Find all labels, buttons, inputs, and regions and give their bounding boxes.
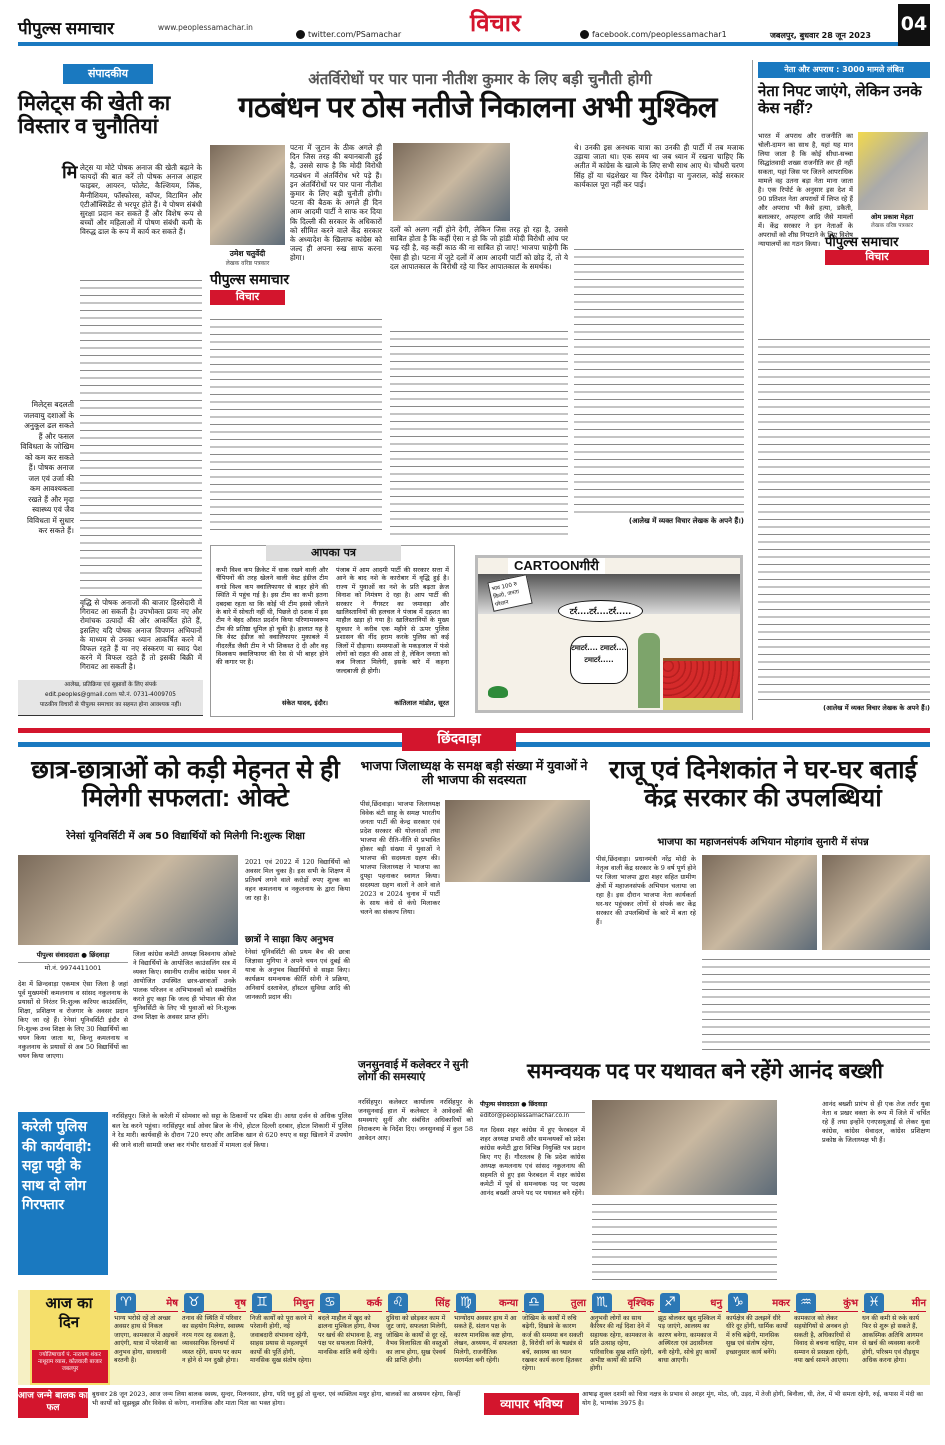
tomato-stall bbox=[663, 658, 743, 698]
right-text-fill bbox=[758, 335, 930, 700]
story3-photo-2 bbox=[822, 855, 930, 950]
facebook-handle: facebook.com/peoplessamachar1 bbox=[592, 30, 727, 39]
letters-box bbox=[210, 545, 455, 717]
zodiac-sign bbox=[590, 1290, 654, 1385]
story1-subhead-2: छात्रों ने साझा किए अनुभव bbox=[245, 935, 334, 945]
story1-photo bbox=[18, 855, 238, 945]
zodiac-prediction: जोखिम के कार्यों में रुचि बढ़ेगी, दिखावे के कारण कर्ज की समस्या बन सकती है, विरोधी वर्ग के षड्यंत्र से बचें, स्वास्थ्य का ध्यान रखकर कार्य करना हितकर रहेगा। bbox=[522, 1315, 584, 1373]
zodiac-prediction: कार्यक्षेत्र की उलझनें धीरे धीरे दूर होंगी, धार्मिक कार्यों में रुचि बढ़ेगी, मानसिक सुख एवं संतोष रहेगा, इच्छानुसार कार्य बनेंगे। bbox=[726, 1315, 788, 1356]
lead-col2-fill bbox=[390, 327, 568, 535]
story1-body-4: रेनेसां यूनिवर्सिटी की प्रथम बैच की छात्रा जिज्ञासा मुगिया ने अपने चयन एवं दुबई की यात्रा के अनुभव विद्यार्थियों से साझा किए। कार्यक्रम समन्वयक कीर्ति सोनी ने प्रक्रिया, अनिवार्य दस्तावेज, हॉस्टल सुविधा आदि की जानकारी प्रदान की। bbox=[245, 948, 350, 1001]
zodiac-name: कर्क bbox=[318, 1290, 382, 1312]
newspaper-logo: पीपुल्स समाचार bbox=[18, 19, 115, 38]
astrologer-name: ज्योतिषाचार्य पं. नारायण शंकर नाथूराम व्यास, कोतवाली बाजार जबलपुर bbox=[32, 1350, 108, 1383]
zodiac-sign bbox=[114, 1290, 178, 1385]
leaders-photo bbox=[393, 143, 510, 221]
story1-subhead: रेनेसां यूनिवर्सिटी में अब 50 विद्यार्थियों को मिलेगी नि:शुल्क शिक्षा bbox=[66, 831, 305, 842]
zodiac-0-icon: ♈ bbox=[116, 1293, 136, 1313]
story5-text-fill bbox=[592, 1200, 777, 1280]
zodiac-8-icon: ♐ bbox=[660, 1293, 680, 1313]
story6-body: नरसिंहपुर। जिले के करेली में सोमवार को सट्टा के ठिकानों पर दबिश दी। आधा दर्जन से अधिक पुलिस बल रेड करने पहुंचा। नरसिंहपुर वार्ड ओवर ब्रिज के नीचे, होटल दिल्ली दरबार, होटल शिकारी में पुलिस ने रेड मारी। कार्यवाही के दौरान 720 रुपए और आशिक खान से 620 रुपए व सट्टा खिलाने में उपयोग की जाने वाली सामग्री जब्त कर गंभीर धाराओं में मामला दर्ज किया। bbox=[112, 1112, 352, 1149]
zodiac-name: तुला bbox=[522, 1290, 586, 1312]
zodiac-4-icon: ♌ bbox=[388, 1293, 408, 1313]
story1-body-3: 2021 एवं 2022 में 120 विद्यार्थियों को अवसर मिल चुका है। इस सभी के शिक्षण में प्रतिवर्ष लगने वाले करोड़ों रुपए शुल्क का वहन कमलनाथ व नकुलनाथ के द्वारा किया जा रहा है। bbox=[245, 858, 350, 902]
lead-col1-fill bbox=[210, 315, 382, 535]
lead-col3-fill bbox=[574, 245, 744, 515]
section-label: छिंदवाड़ा bbox=[402, 728, 516, 751]
right-author-photo bbox=[858, 132, 928, 210]
section-title: विचार bbox=[470, 10, 521, 37]
right-label: नेता और अपराध : 3000 मामले लंबित bbox=[758, 62, 930, 78]
zodiac-2-icon: ♊ bbox=[252, 1293, 272, 1313]
cartoon-sign: भाव 100 रु किलो, जनता परेशान bbox=[487, 574, 532, 612]
zodiac-sign bbox=[862, 1290, 926, 1385]
zodiac-prediction: भाग्योदय अवसर हाथ में आ सकते हैं, संतान पक्ष के कारण मानसिक कष्ट होगा, लेखन, अध्ययन, में सफलता मिलेगी, राजनीतिक सरगर्मता बनी रहेगी। bbox=[454, 1315, 518, 1365]
editorial-body: लेट्स या मोटे पोषक अनाज की खेती बढ़ाने के फायदों की बात करें तो पोषक अनाज आहार फाइबर, आयरन, फोलेट, कैल्शियम, जिंक, मैग्नीशियम, फॉस्फोरस, कॉपर, विटामिन और एंटीऑक्सिडेंट से भरपूर होते हैं। ये पोषण संबंधी सुरक्षा प्रदान कर सकते हैं और विशेष रूप से बच्चों और महिलाओं में पोषण संबंधी कमी के विरुद्ध ढाल के रूप में कार्य कर सकते हैं। bbox=[80, 163, 202, 237]
zodiac-6-icon: ♎ bbox=[524, 1293, 544, 1313]
right-body: भारत में अपराध और राजनीति का चोली-दामन का साथ है, यहां यह मान लिया जाता है कि कोई सीधा-सच्चा सिद्धांतवादी शख्स राजनीति कर ही नहीं सकता, यहां जिस पर जितने आपराधिक मामले वह उतना बड़ा नेता माना जाता है। एक रिपोर्ट के अनुसार इस देश में 90 प्रतिशत नेता अपराधों में लिप्त रहे हैं और अपराध भी कैसे हत्या, डकैती, बलात्कार, अपहरण आदि जैसे मामलों में। केंद्र सरकार ने इन नेताओं के अपराधों को शीघ्र निपटाने के लिए विशेष न्यायालयों का गठन किया। bbox=[758, 132, 853, 248]
zodiac-prediction: बदले माहौल में खुद को ढालना मुश्किल होगा, वैभव पर खर्च की संभावना है, शत्रु पक्ष पर सफलता मिलेगी, मानसिक शांति बनी रहेगी। bbox=[318, 1315, 382, 1356]
story3-body: पीसं,छिंदवाड़ा। प्रधानमंत्री नरेंद्र मोदी के नेतृत्व वाली केंद्र सरकार के 9 वर्ष पूर्ण होने पर जिला भाजपा द्वारा शहर सहित ग्रामीण क्षेत्रों में महाजनसंपर्क अभियान चलाया जा रहा है। इस दौरान भाजपा नेता कार्यकर्ता घर-घर पहुंचकर लोगों से संपर्क कर केंद्र सरकार की उपलब्धियों के बारे में बता रहे हैं। bbox=[596, 855, 696, 926]
speech-bubble-vendor: टमाटर्र.... टमाटर्र.... टमाटर्र..... bbox=[570, 636, 628, 684]
zodiac-sign bbox=[454, 1290, 518, 1385]
editorial-body-end: वृद्धि से पोषक अनाजों की बाजार हिस्सेदारी में गिरावट आ सकती है। उपभोक्ता प्रायः नए और रोमांचक उत्पादों की ओर आकर्षित होते हैं, इसलिए यदि पोषक अनाज विपणन अभियानों के माध्यम से उनका ध्यान आकर्षित करने में विफल रहते हैं या नए संस्करण या स्वाद पेश करने में विफल रहते हैं तो इसकी बिक्री में गिरावट आ सकती है। bbox=[80, 598, 202, 672]
zodiac-name: मेष bbox=[114, 1290, 178, 1312]
frog-drawing bbox=[488, 686, 508, 698]
lead-kicker: अंतर्विरोधों पर पार पाना नीतीश कुमार के लिए बड़ी चुनौती होगी bbox=[308, 70, 652, 88]
zodiac-name: धनु bbox=[658, 1290, 722, 1312]
cartoon-title: CARTOONगीरी bbox=[508, 556, 605, 574]
zodiac-sign bbox=[182, 1290, 246, 1385]
business-label: व्यापार भविष्य bbox=[484, 1393, 579, 1415]
lead-column-1: पटना में जुटान के ठीक अगले ही दिन जिस तरह की बयानबाजी हुई है, उससे साफ है कि मोदी विरोधी गठबंधन में अंतर्विरोध भरे पड़े हैं। इन अंतर्विरोधों पर पार पाना नीतीश कुमार के लिए बड़ी चुनौती होगी। पटना की बैठक के अगले ही दिन आम आदमी पार्टी ने साफ कर दिया कि दिल्ली की सरकार के अधिकारों को सीमित करने वाले केंद्र सरकार के अध्यादेश के खिलाफ कांग्रेस को जल्द ही अपना रुख साफ करना होगा। bbox=[290, 143, 382, 263]
twitter-icon bbox=[296, 30, 305, 39]
editorial-column bbox=[18, 60, 203, 720]
author-role: लेखक वरिष्ठ पत्रकार bbox=[225, 260, 270, 267]
letters-title: आपका पत्र bbox=[266, 545, 401, 561]
zodiac-row bbox=[114, 1290, 930, 1385]
editorial-dropcap: मि bbox=[62, 162, 78, 183]
twitter-link[interactable] bbox=[296, 30, 401, 39]
zodiac-name: सिंह bbox=[386, 1290, 450, 1312]
story4-headline: जनसुनवाई में कलेक्टर ने सुनी लोगों की समस्याएं bbox=[358, 1059, 469, 1083]
right-author-role: लेखक वरिष्ठ पत्रकार bbox=[870, 223, 914, 229]
story5-body-2: आनंद बख्शी प्रारंभ से ही एक तेज तर्रार युवा नेता व प्रखर वक्ता के रूप में जिले में चर्चित रहे हैं तथा इन्होंने एनएसयूआई से लेकर युवा कांग्रेस, कांग्रेस सेवादल, कांग्रेस प्रशिक्षण प्रकोष्ठ के जिलाध्यक्ष भी हैं। bbox=[822, 1100, 930, 1144]
contact-box bbox=[18, 680, 203, 716]
born-today-text: बुधवार 28 जून 2023, आज जन्म लिया बालक स्वस्थ, सुन्दर, मिलनसार, होगा, यदि धनु हुई तो सुन्दर, एवं व्यक्तित्व मधुर होगा, बालकों का अध्ययन रहेगा, किन्हीं भी कार्यों को सूझबूझ और विवेक से करेगा, नानाजिक और माता पिता का भक्त होगा। bbox=[92, 1391, 461, 1407]
zodiac-9-icon: ♑ bbox=[728, 1293, 748, 1313]
story5-byline: पीपुल्स संवाददाता ● छिंदवाड़ा bbox=[480, 1101, 548, 1108]
story3-photo-1 bbox=[702, 855, 817, 950]
right-end-note: (आलेख में व्यक्त विचार लेखक के अपने हैं।) bbox=[823, 704, 930, 712]
story4-body: नरसिंहपुर। कलेक्टर कार्यालय नरसिंहपुर के जनसुनवाई हाल में कलेक्टर ने आवेदकों की समस्याएं सुनीं और संबंधित अधिकारियों को निराकरण के निर्देश दिए। जनसुनवाई में कुल 58 आवेदन आए। bbox=[358, 1098, 473, 1142]
editorial-text-fill bbox=[80, 276, 202, 596]
story1-headline: छात्र-छात्राओं को कड़ी मेहनत से ही मिलेगी सफलता: ओक्टे bbox=[31, 756, 340, 812]
story3-text-fill bbox=[702, 955, 930, 1050]
story2-headline: भाजपा जिलाध्यक्ष के समक्ष बड़ी संख्या में युवाओं ने ली भाजपा की सदस्यता bbox=[360, 759, 588, 787]
zodiac-name: वृश्चिक bbox=[590, 1290, 654, 1312]
right-column bbox=[752, 60, 930, 720]
zodiac-11-icon: ♓ bbox=[864, 1293, 884, 1313]
zodiac-sign bbox=[726, 1290, 790, 1385]
story2-body: पीसं,छिंदवाड़ा। भाजपा जिलाध्यक्ष विवेक बंटी साहू के समक्ष भारतीय जनता पार्टी की केन्द्र सरकार एवं प्रदेश सरकार की योजनाओं तथा भाजपा की रीति-नीति से प्रभावित होकर बड़ी संख्या में युवाओं ने भाजपा की सदस्यता ग्रहण की। भाजपा जिलाध्यक्ष ने भाजपा का दुपट्टा पहनाकर स्वागत किया। सदस्यता ग्रहण वालों ने आने वाले 2023 व 2024 चुनाव में पार्टी के साथ कंधे से कंधे मिलाकर चलने का संकल्प लिया। bbox=[360, 800, 440, 916]
zodiac-sign bbox=[794, 1290, 858, 1385]
story5-body: गत दिवस शहर कांग्रेस में हुए फेरबदल में शहर अध्यक्ष प्रभारी और समन्वयकों को प्रदेश कांग्रेस कमेटी द्वारा विभिन्न नियुक्ति पत्र प्रदान किए गए हैं। गौरतलब है कि प्रदेश कांग्रेस अध्यक्ष कमलनाथ एवं सांसद नकुलनाथ की सहमति से हुए इस फेरबदल में शहर कांग्रेस कमेटी में पूर्व से समन्वयक पद पर पदस्थ आनंद बख्शी अपने पद पर यथावत बने रहेंगे। bbox=[480, 1126, 585, 1197]
website-link[interactable]: www.peoplessamachar.in bbox=[158, 23, 253, 32]
zodiac-sign bbox=[250, 1290, 314, 1385]
zodiac-sign bbox=[318, 1290, 382, 1385]
twitter-handle: twitter.com/PSamachar bbox=[308, 30, 402, 39]
story5-photo bbox=[592, 1100, 777, 1195]
zodiac-name: मिथुन bbox=[250, 1290, 314, 1312]
zodiac-3-icon: ♋ bbox=[320, 1293, 340, 1313]
zodiac-prediction: धन की कमी से रुके कार्य फिर से शुरू हो सकते हैं, आकस्मिक अतिथि आगमन से खर्च की व्यवस्था करनी होगी, परिश्रम एवं दौड़धूप अधिक करना होगा। bbox=[862, 1315, 923, 1365]
disclaimer: पाठकीय विचारों से पीपुल्स समाचार का सहमत होना आवश्यक नहीं। bbox=[39, 702, 182, 708]
brand-tag: विचार bbox=[210, 290, 285, 305]
zodiac-name: मकर bbox=[726, 1290, 790, 1312]
story1-body: देश में छिन्दवाड़ा एकमात्र ऐसा जिला है जहां पूर्व मुख्यमंत्री कमलनाथ व सांसद नकुलनाथ के प्रयासों से निरंतर नि:शुल्क करियर काउंसलिंग, शिक्षा, प्रशिक्षण व रोजगार के अवसर प्रदान किए जा रहे हैं। रेनेसां यूनिवर्सिटी इंदौर से नि:शुल्क उच्च शिक्षा के लिए 30 विद्यार्थियों का चयन किया जाता था, किन्तु कमलनाथ व नकुलनाथ के प्रयासों से अब 50 विद्यार्थियों का चयन किया जाएगा। bbox=[18, 980, 128, 1060]
story5-email[interactable]: editor@peoplessamachar.co.in bbox=[480, 1112, 585, 1119]
contact-email[interactable]: edit.peoples@gmail.com फो.नं. 0731-4009705 bbox=[45, 692, 176, 698]
zodiac-sign bbox=[522, 1290, 586, 1385]
lead-column-2: दलों को अलग नहीं होने देगी, लेकिन जिस तरह हो रहा है, उससे साबित होता है कि कहीं ऐसा न हो कि जो हांडी मोदी विरोधी आंच पर चढ़ रही है, वह कहीं काठ की ना साबित हो जाए! भाजपा चाहेगी कि ऐसा ही हो। पटना में जुटे दलों में आम आदमी पार्टी को छोड़ दें, तो ये दल आपातकाल के विरोधी रहे या फिर आपातकाल के समर्थक। bbox=[390, 225, 568, 271]
zodiac-prediction: भाग्य भरोसे रहें तो अच्छा अवसर हाथ से निकल जाएगा, कामकाज में अड़चनें आएंगी, यात्रा में परेशानी का अनुभव होगा, सावधानी बरतनी है। bbox=[114, 1315, 178, 1365]
lead-end-note: (आलेख में व्यक्त विचार लेखक के अपने हैं।) bbox=[628, 517, 744, 525]
vendor-drawing bbox=[638, 633, 660, 708]
letter-2-sender: कांतिलाल मांडोत, सूरत bbox=[394, 699, 449, 707]
zodiac-1-icon: ♉ bbox=[184, 1293, 204, 1313]
story5-headline: समन्वयक पद पर यथावत बने रहेंगे आनंद बख्शी bbox=[527, 1060, 883, 1083]
lead-column-3: थे। उनकी इस अनथक यात्रा का उनकी ही पार्टी में तब मजाक उड़ाया जाता था। एक समय था जब ध्यान में रखना चाहिए कि अतीत में कांग्रेस के खात्मे के लिए सभी साथ आए थे। चौधरी चरण सिंह हों या चंद्रशेखर या फिर देवेगौड़ा या गुजराल, कोई सरकार कार्यकाल पूरा नहीं कर पाई। bbox=[574, 143, 744, 189]
masthead bbox=[18, 10, 930, 46]
story1-byline: पीपुल्स संवाददाता ● छिंदवाड़ा bbox=[36, 951, 110, 959]
right-headline: नेता निपट जाएंगे, लेकिन उनके केस नहीं? bbox=[758, 83, 922, 117]
zodiac-prediction: कामकाज को लेकर सहयोगियों से अनबन हो सकती है, अधिकारियों से विवाद से बचना चाहिए, मान सम्मान से प्रसन्नता रहेगी, नया खर्च सामने आएगा। bbox=[794, 1315, 858, 1365]
editorial-pullquote: मिलेट्स बदलती जलवायु दशाओं के अनुकूल ढल सकते हैं और फसल विविधता के जोखिम को कम कर सकते हैं। पोषक अनाज जल एवं उर्जा की कम आवश्यकता रखते हैं और मृदा स्वास्थ्य एवं जैव विविधता में सुधार कर सकते हैं। bbox=[18, 400, 74, 600]
story3-headline: राजू एवं दिनेशकांत ने घर-घर बताई केंद्र सरकार की उपलब्धियां bbox=[609, 756, 917, 812]
horoscope-title-box bbox=[30, 1290, 110, 1385]
lead-headline: गठबंधन पर ठोस नतीजे निकालना अभी मुश्किल bbox=[238, 92, 717, 124]
story6-headline: करेली पुलिस की कार्यवाही: सट्टा पट्टी के साथ दो लोग गिरफ्तार bbox=[18, 1112, 108, 1275]
story1-phone: मो.नं. 9974411001 bbox=[18, 962, 128, 972]
zodiac-sign bbox=[658, 1290, 722, 1385]
right-brand-logo: पीपुल्स समाचार bbox=[825, 234, 899, 249]
speech-bubble-frog: टर्र....टर्र....टर्र..... bbox=[558, 600, 643, 622]
lead-article bbox=[210, 65, 745, 540]
right-brand-tag: विचार bbox=[825, 250, 929, 265]
contact-line: आलेख, प्रतिक्रिया एवं सुझावों के लिए संपर्क bbox=[64, 682, 157, 688]
zodiac-prediction: झूठ बोलकर खुद मुश्किल में पड़ जाएंगे, आलस्य का कारण बनेगा, कामकाज में अस्थिरता एवं उदासीनता बनी रहेगी, सोचे हुए कार्यों बाधा आएगी। bbox=[658, 1315, 721, 1365]
zodiac-prediction: निजी कार्यों को पूरा करने में परेशानी होगी, नई जवाबदारी संभावना रहेगी, साहस प्रयास से महत्वपूर्ण कार्यों की पूर्ति होगी, मानसिक सुख संतोष रहेगा। bbox=[250, 1315, 313, 1365]
facebook-icon bbox=[580, 30, 589, 39]
cartoon-box bbox=[475, 555, 743, 713]
letter-1: कभी विश्व कप क्रिकेट में धाक रखने वाली और चैंपियनों की तरह खेलने वाली वेस्ट इंडीज टीम वनडे विश्व कप क्वालिफायर से बाहर होने की स्थिति में पहुंच गई है। इस टीम का कभी इतना दबदबा रहता था कि कोई भी टीम इससे जीतने के बारे में सोचती नहीं थी, पिछले दो दशक में इस टीम ने बेहद औसत प्रदर्शन किया परिणामस्वरूप टीम की प्रतिष्ठा धूमिल हो चुकी है। हालात यह है कि वेस्ट इंडीज को क्वालिफायर मुकाबले में नीदरलैंड जैसी टीम ने भी शिकस्त दे दी और वह विश्वकप क्वालिफायर की रेस से भी बाहर होने की कगार पर है। bbox=[216, 566, 328, 667]
zodiac-5-icon: ♍ bbox=[456, 1293, 476, 1313]
letter-1-sender: संकेत यादव, इंदौर। bbox=[281, 699, 328, 707]
zodiac-name: कुंभ bbox=[794, 1290, 858, 1312]
facebook-link[interactable] bbox=[580, 30, 727, 39]
zodiac-prediction: तनाव की स्थिति में परिवार का सहयोग मिलेगा, स्वास्थ्य नरम गरम रह सकता है, व्यावसायिक दिनचर्या में व्यस्त रहेंगे, समय पर काम न होने से मन दुखी होगा। bbox=[182, 1315, 244, 1365]
zodiac-name: वृष bbox=[182, 1290, 246, 1312]
letter-2: पंजाब में आम आदमी पार्टी की सरकार सत्ता में आने के बाद नशे के कारोबार में वृद्धि हुई है। राज्य में युवाओं का नशे के प्रति बढ़ता क्रेज विनाश को निमंत्रण दे रहा है। आप पार्टी की सरकार ने गैंगस्टर का जमावड़ा और खालिस्तानियों की हलचल ने पंजाब में दहशत का माहौल खड़ा हो गया है। खालिस्तानियों के मुख्य सूत्रधार ने करीब एक महीने से ऊपर पुलिस प्रशासन की नींद हराम करके पुलिस को कई जिलों में दौड़ाया। समस्याओं के मकड़जाल में फंसे लोगों को राहत की आस तो है, लेकिन जनता को कब निजात मिलेगी, इसके बारे में कहना जल्दबाजी ही होगी। bbox=[336, 566, 449, 675]
horoscope-title: आज का दिन bbox=[45, 1294, 93, 1331]
stall-stand bbox=[663, 698, 743, 713]
page-number: 04 bbox=[898, 4, 930, 46]
brand-logo: पीपुल्स समाचार bbox=[210, 271, 290, 287]
story1-body-2: जिला कांग्रेस कमेटी अध्यक्ष विश्वनाथ ओक्टे ने विद्यार्थियों के आयोजित काउंसलिंग सत्र में व्यक्त किए। स्थानीय राजीव कांग्रेस भवन में आयोजित उपस्थित छात्र-छात्राओं उनके पालक परिजन व अभिभावकों को सम्बोधित करते हुए कहा कि जल्द ही भोपाल की सेज यूनिवर्सिटी के लिए भी युवाओं को नि:शुल्क उच्च शिक्षा के अवसर प्राप्त होंगे। bbox=[133, 950, 236, 1021]
born-today-label: आज जन्मे बालक का फल bbox=[18, 1388, 88, 1418]
zodiac-sign bbox=[386, 1290, 450, 1385]
zodiac-7-icon: ♏ bbox=[592, 1293, 612, 1313]
right-author-name: ओम प्रकाश मेहता bbox=[870, 213, 914, 221]
story3-subhead: भाजपा का महाजनसंपर्क अभियान मोहगांव सुनारी में संपन्न bbox=[657, 837, 869, 848]
zodiac-name: मीन bbox=[862, 1290, 926, 1312]
business-text: आषाढ़ शुक्ल दशमी को चित्रा नक्षत्र के प्रभाव से अरहर मूंग, मोठ, जौ, उड़द, में तेजी होगी, बिनौला, घी, तेल, में भी समता रहेगी, रुई, कपास में मंदी का योग है, भाग्यांक 3975 है। bbox=[582, 1391, 923, 1407]
author-photo bbox=[210, 145, 285, 245]
zodiac-prediction: दुविधा को छोड़कर काम में जुट जाएं, सफलता मिलेगी, जोखिम के कार्यों से दूर रहें, वैभव विलासिता की वस्तुओं का लाभ होगा, सुख ऐश्वर्य की प्राप्ति होगी। bbox=[386, 1315, 449, 1365]
horoscope-strip bbox=[18, 1290, 930, 1385]
author-name: उमेश चतुर्वेदी bbox=[229, 249, 266, 258]
editorial-headline: मिलेट्स की खेती का विस्तार व चुनौतियां bbox=[18, 92, 171, 139]
zodiac-name: कन्या bbox=[454, 1290, 518, 1312]
zodiac-10-icon: ♒ bbox=[796, 1293, 816, 1313]
zodiac-prediction: अनुभवी लोगों का साथ कैरियर की नई दिशा देने में सहायक रहेगा, कामकाज के प्रति उत्साह रहेगा, पारिवारिक सुख शांति रहेगी, अभीष्ट कार्यों की प्राप्ति होगी। bbox=[590, 1315, 654, 1373]
story2-photo bbox=[445, 800, 590, 882]
dateline: जबलपुर, बुधवार 28 जून 2023 bbox=[770, 31, 871, 40]
editorial-label: संपादकीय bbox=[63, 64, 153, 84]
